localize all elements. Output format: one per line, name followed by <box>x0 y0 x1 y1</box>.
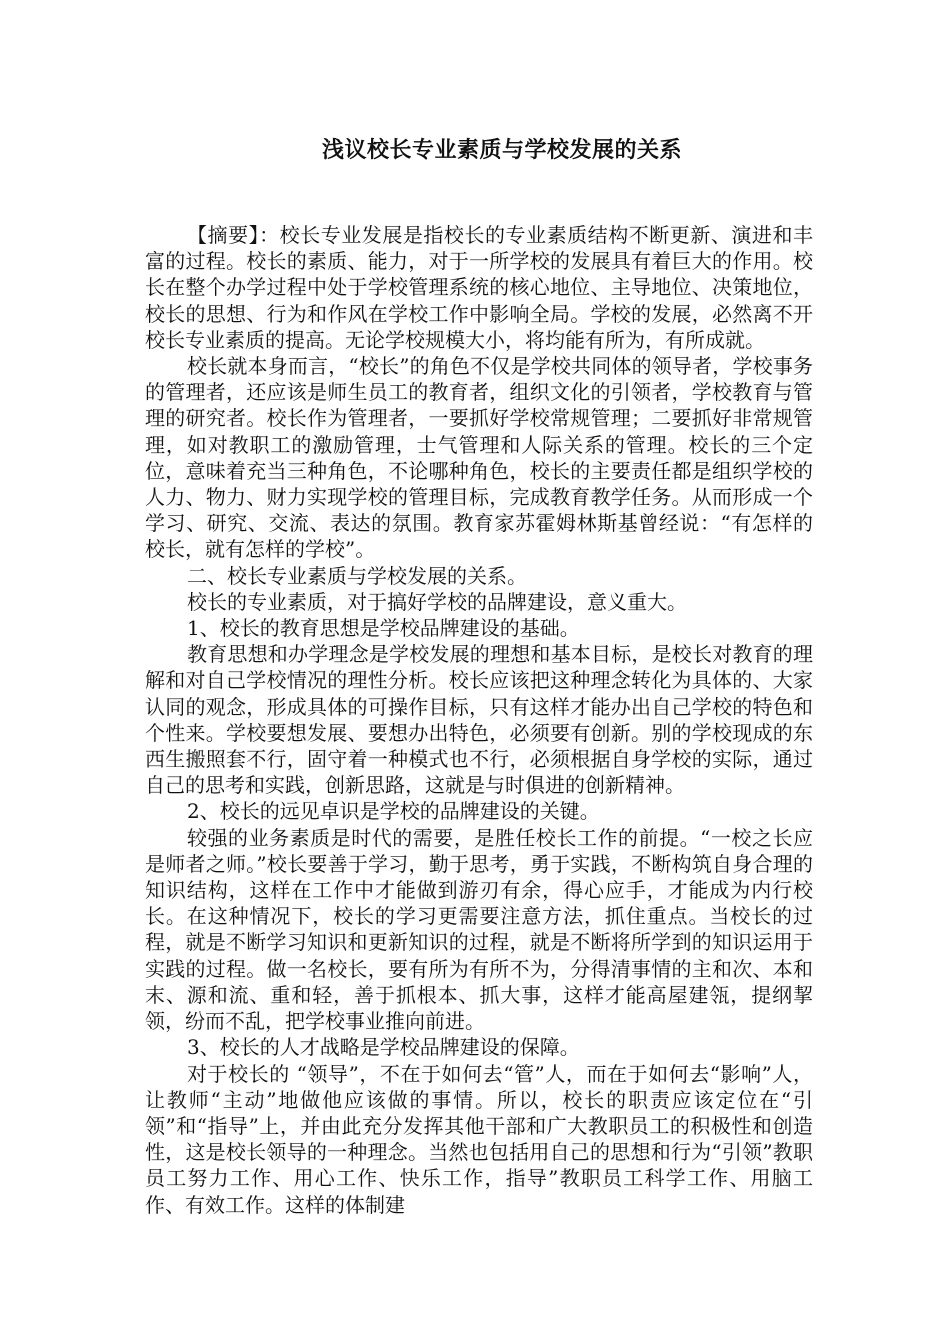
body-paragraph: 教育思想和办学理念是学校发展的理想和基本目标，是校长对教育的理解和对自己学校情况的理性分析。校长应该把这种理念转化为具体的、大家认同的观念，形成具体的可操作目标，只有这样才能办出自己学校的特色和个性来。学校要想发展、要想办出特色，必须要有创新。别的学校现成的东西生搬照套不行，固守着一种模式也不行，必须根据自身学校的实际，通过自己的思考和实践，创新思路，这就是与时俱进的创新精神。 <box>145 642 813 798</box>
body-paragraph: 校长的专业素质，对于搞好学校的品牌建设，意义重大。 <box>187 589 687 614</box>
document-body <box>145 222 813 1322</box>
abstract-paragraph: 【摘要】：校长专业发展是指校长的专业素质结构不断更新、演进和丰富的过程。校长的素质、能力，对于一所学校的发展具有着巨大的作用。校长在整个办学过程中处于学校管理系统的核心地位、主导地位、决策地位，校长的思想、行为和作风在学校工作中影响全局。学校的发展，必然离不开校长专业素质的提高。无论学校规模大小，将均能有所为，有所成就。 <box>145 223 813 352</box>
section-heading: 二、校长专业素质与学校发展的关系。 <box>187 563 527 588</box>
subsection-heading: 3、校长的人才战略是学校品牌建设的保障。 <box>187 1035 580 1060</box>
body-paragraph: 较强的业务素质是时代的需要，是胜任校长工作的前提。“一校之长应是师者之师。”校长要善于学习，勤于思考，勇于实践，不断构筑自身合理的知识结构，这样在工作中才能做到游刃有余，得心应手，才能成为内行校长。在这种情况下，校长的学习更需要注意方法，抓住重点。当校长的过程，就是不断学习知识和更新知识的过程，就是不断将所学到的知识运用于实践的过程。做一名校长，要有所为有所不为，分得清事情的主和次、本和末、源和流、重和轻，善于抓根本、抓大事，这样才能高屋建瓴，提纲挈领，纷而不乱，把学校事业推向前进。 <box>145 825 813 1034</box>
subsection-heading: 2、校长的远见卓识是学校的品牌建设的关键。 <box>187 799 600 824</box>
subsection-heading: 1、校长的教育思想是学校品牌建设的基础。 <box>187 616 580 641</box>
page-title: 浅议校长专业素质与学校发展的关系 <box>322 137 683 163</box>
body-paragraph: 校长就本身而言，“校长”的角色不仅是学校共同体的领导者，学校事务的管理者，还应该是师生员工的教育者，组织文化的引领者，学校教育与管理的研究者。校长作为管理者，一要抓好学校常规管理；二要抓好非常规管理，如对教职工的激励管理，士气管理和人际关系的管理。校长的三个定位，意味着充当三种角色，不论哪种角色，校长的主要责任都是组织学校的人力、物力、财力实现学校的管理目标，完成教育教学任务。从而形成一个学习、研究、交流、表达的氛围。教育家苏霍姆林斯基曾经说：“有怎样的校长，就有怎样的学校”。 <box>145 354 813 562</box>
body-paragraph: 对于校长的 “领导”，不在于如何去“管”人，而在于如何去“影响”人，让教师“主动”地做他应该做的事情。所以，校长的职责应该定位在“引领”和“指导”上，并由此充分发挥其他干部和广大教职员工的积极性和创造性，这是校长领导的一种理念。当然也包括用自己的思想和行为“引领”教职员工努力工作、用心工作、快乐工作，指导”教职员工科学工作、用脑工作、有效工作。这样的体制建 <box>145 1061 813 1217</box>
